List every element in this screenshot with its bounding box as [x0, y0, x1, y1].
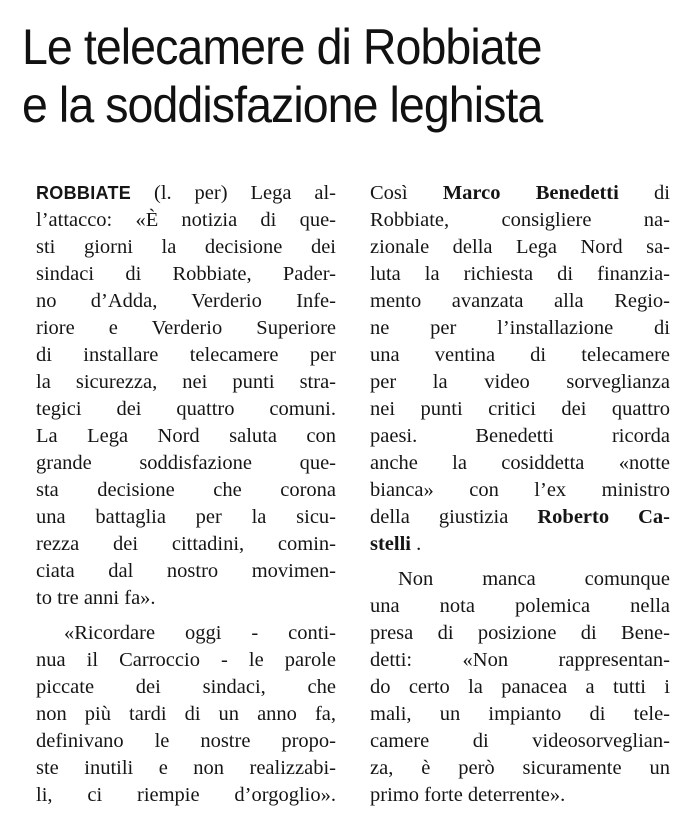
- article-line: ciata dal nostro movimen-: [36, 560, 336, 582]
- article-line: nua il Carroccio - le parole: [36, 649, 336, 671]
- article-line: mento avanzata alla Regio-: [370, 290, 670, 312]
- article-line: rezza dei cittadini, comin-: [36, 533, 336, 555]
- article-line: nei punti critici dei quattro: [370, 398, 670, 420]
- article-line: luta la richiesta di finanzia-: [370, 263, 670, 285]
- article-line: anche la cosiddetta «notte: [370, 452, 670, 474]
- article-text: Così: [370, 182, 443, 204]
- article-line: bianca» con l’ex ministro: [370, 479, 670, 501]
- article-text: della giustizia: [370, 506, 538, 528]
- article-line: tegici dei quattro comuni.: [36, 398, 336, 420]
- article-line: di installare telecamere per: [36, 344, 336, 366]
- article-line: Robbiate, consigliere na-: [370, 209, 670, 231]
- article-line: [370, 531, 670, 558]
- article-line: «Ricordare oggi - conti-: [64, 622, 336, 644]
- article-line: presa di posizione di Bene-: [370, 622, 670, 644]
- person-name: Roberto Ca-: [537, 506, 670, 528]
- article-line: per la video sorveglianza: [370, 371, 670, 393]
- article-line: La Lega Nord saluta con: [36, 425, 336, 447]
- article-line: [370, 180, 670, 207]
- headline-line-1: Le telecamere di Robbiate: [22, 19, 542, 75]
- article-text: di: [618, 182, 670, 204]
- article-line: la sicurezza, nei punti stra-: [36, 371, 336, 393]
- article-line: una nota polemica nella: [370, 595, 670, 617]
- article-line: camere di videosorveglian-: [370, 730, 670, 752]
- article-line: ne per l’installazione di: [370, 317, 670, 339]
- article-line: una ventina di telecamere: [370, 344, 670, 366]
- article-line: mali, un impianto di tele-: [370, 703, 670, 725]
- article-line: no d’Adda, Verderio Infe-: [36, 290, 336, 312]
- article-line: li, ci riempie d’orgoglio».: [36, 784, 336, 806]
- article-line: una battaglia per la sicu-: [36, 506, 336, 528]
- article-text: .: [411, 533, 422, 555]
- person-name: stelli: [370, 533, 411, 555]
- article-line: ste inutili e non realizzabi-: [36, 757, 336, 779]
- article-line: grande soddisfazione que-: [36, 452, 336, 474]
- article-column-right: [370, 180, 670, 809]
- article-text: (l. per) Lega al-: [131, 182, 336, 204]
- article-line: [370, 504, 670, 531]
- article-line: [36, 180, 336, 207]
- article-line: primo forte deterrente».: [370, 784, 566, 806]
- headline-line-2: e la soddisfazione leghista: [22, 77, 543, 133]
- article-line: detti: «Non rappresentan-: [370, 649, 670, 671]
- article-line: zionale della Lega Nord sa-: [370, 236, 670, 258]
- article-line: sindaci di Robbiate, Pader-: [36, 263, 336, 285]
- person-name: Marco Benedetti: [442, 182, 619, 204]
- article-line: piccate dei sindaci, che: [36, 676, 336, 698]
- article-line: sti giorni la decisione dei: [36, 236, 336, 258]
- headline: [22, 18, 636, 134]
- article-line: za, è però sicuramente un: [370, 757, 670, 779]
- article-line: to tre anni fa».: [36, 587, 156, 609]
- paragraph-gap: [370, 558, 670, 566]
- article-line: l’attacco: «È notizia di que-: [36, 209, 336, 231]
- article-line: sta decisione che corona: [36, 479, 336, 501]
- article-line: non più tardi di un anno fa,: [36, 703, 336, 725]
- dateline-kicker: ROBBIATE: [36, 183, 132, 203]
- article-line: do certo la panacea a tutti i: [370, 676, 670, 698]
- article-line: paesi. Benedetti ricorda: [370, 425, 670, 447]
- paragraph-gap: [36, 612, 336, 620]
- article-line: riore e Verderio Superiore: [36, 317, 336, 339]
- article-line: Non manca comunque: [398, 568, 670, 590]
- article-line: definivano le nostre propo-: [36, 730, 336, 752]
- article-column-left: [36, 180, 336, 809]
